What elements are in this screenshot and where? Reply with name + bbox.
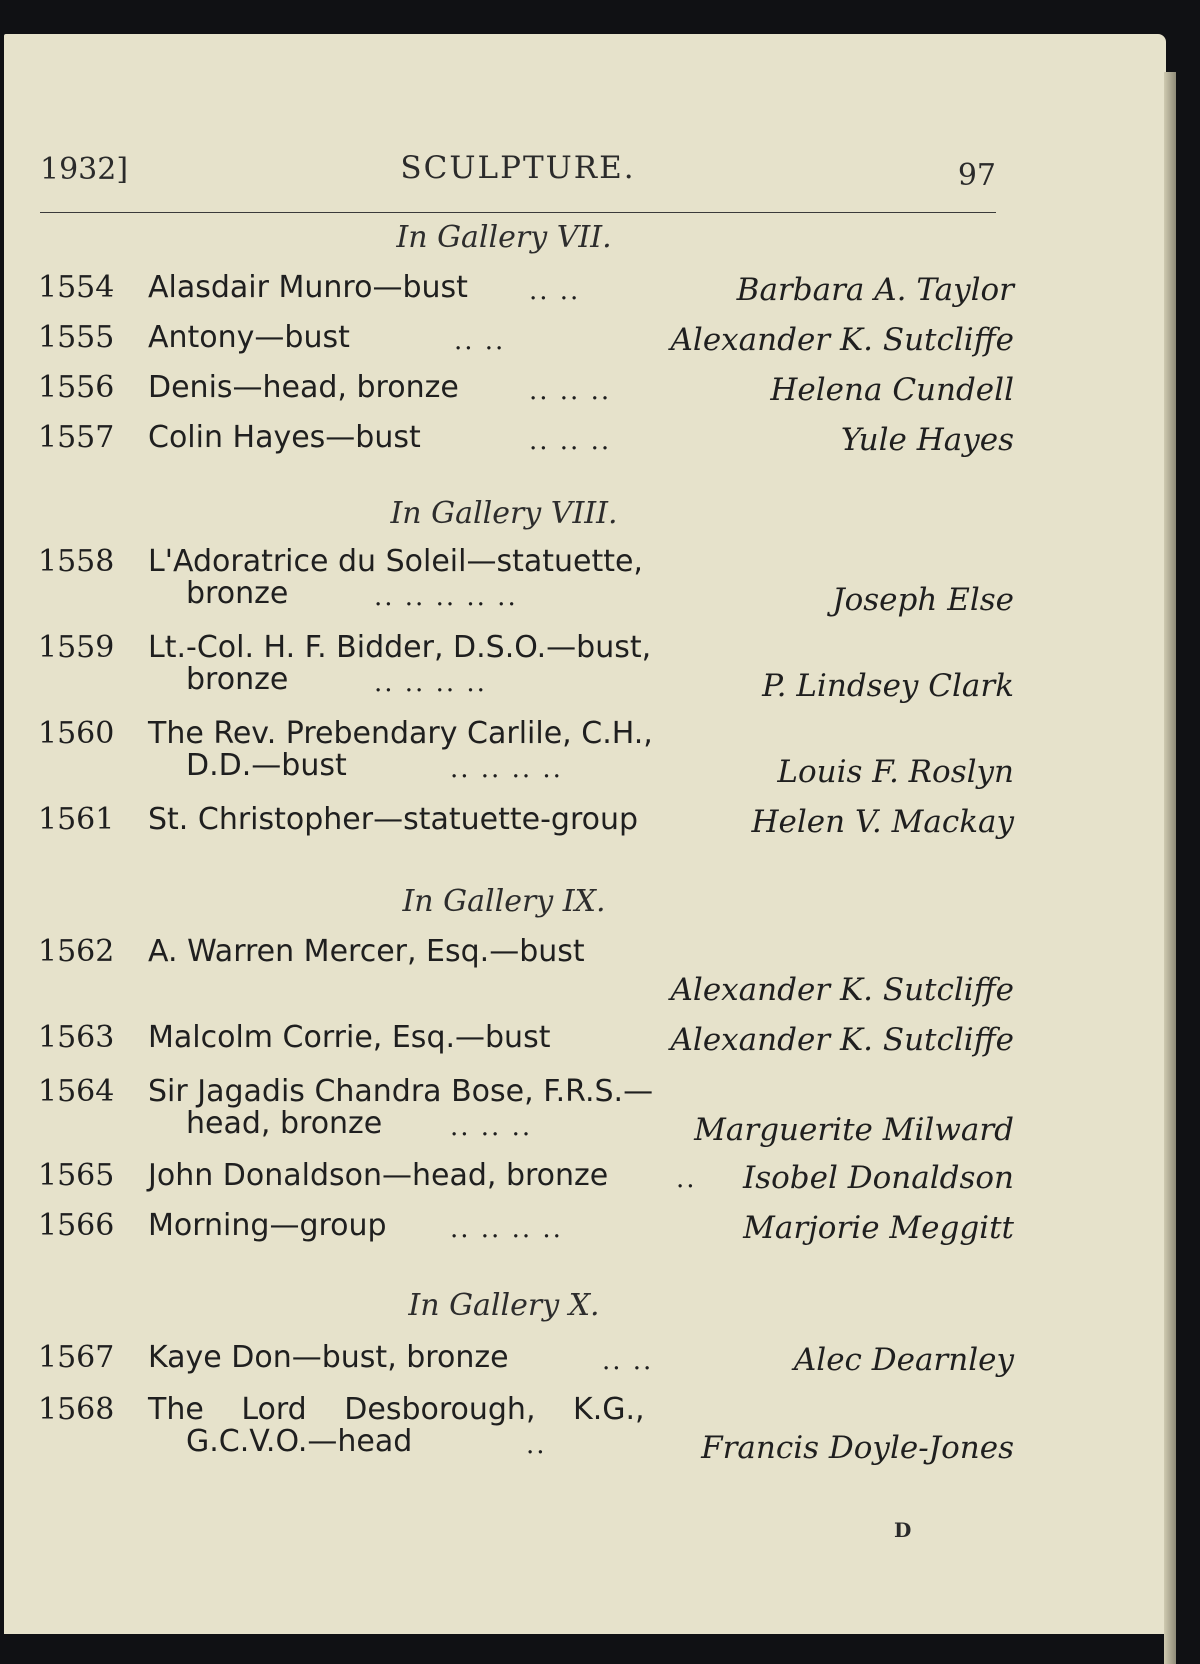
book-page xyxy=(4,34,1166,1634)
catalogue-entry xyxy=(4,716,1014,796)
entry-artist: Barbara A. Taylor xyxy=(736,272,1014,308)
entry-number: 1565 xyxy=(38,1158,115,1193)
running-header xyxy=(40,130,996,213)
entry-title: Antony—bust xyxy=(148,320,350,355)
dot-leader: .. .. .. xyxy=(529,426,612,456)
dot-leader: .. .. .. .. xyxy=(374,668,487,698)
entry-artist: Alexander K. Sutcliffe xyxy=(670,1022,1014,1058)
page-number: 97 xyxy=(957,158,996,193)
entry-number: 1556 xyxy=(38,370,115,405)
catalogue-entry xyxy=(4,544,1014,624)
gallery-heading: In Gallery IX. xyxy=(402,884,606,919)
entry-number: 1555 xyxy=(38,320,115,355)
entry-title: Morning—group xyxy=(148,1208,387,1243)
entry-number: 1554 xyxy=(38,270,115,305)
gallery-heading: In Gallery VII. xyxy=(396,220,612,255)
entry-artist: Helena Cundell xyxy=(770,372,1014,408)
dot-leader: .. .. xyxy=(529,276,581,306)
entry-artist: P. Lindsey Clark xyxy=(762,668,1014,704)
entry-title: A. Warren Mercer, Esq.—bust xyxy=(148,934,585,969)
entry-number: 1564 xyxy=(38,1074,115,1109)
gallery-heading: In Gallery X. xyxy=(408,1288,600,1323)
entry-title: The Lord Desborough, K.G., xyxy=(148,1392,645,1427)
entry-title-cont: bronze xyxy=(186,662,289,697)
entry-number: 1559 xyxy=(38,630,115,665)
entry-artist: Marguerite Milward xyxy=(694,1112,1014,1148)
entry-title: Denis—head, bronze xyxy=(148,370,459,405)
dot-leader: .. .. .. .. xyxy=(450,754,563,784)
entry-number: 1561 xyxy=(38,802,115,837)
catalogue-entry xyxy=(4,630,1014,710)
entry-number: 1557 xyxy=(38,420,115,455)
catalogue-entry xyxy=(4,1392,1014,1472)
entry-title-cont: G.C.V.O.—head xyxy=(186,1424,413,1459)
catalogue-entry xyxy=(4,934,1014,1014)
entry-artist: Louis F. Roslyn xyxy=(777,754,1014,790)
entry-artist: Alexander K. Sutcliffe xyxy=(670,322,1014,358)
entry-title-cont: D.D.—bust xyxy=(186,748,347,783)
entry-artist: Alec Dearnley xyxy=(793,1342,1014,1378)
entry-title: Sir Jagadis Chandra Bose, F.R.S.— xyxy=(148,1074,654,1109)
entry-artist: Alexander K. Sutcliffe xyxy=(670,972,1014,1008)
entry-number: 1558 xyxy=(38,544,115,579)
entry-title: Lt.-Col. H. F. Bidder, D.S.O.—bust, xyxy=(148,630,652,665)
entry-artist: Francis Doyle-Jones xyxy=(701,1430,1014,1466)
dot-leader: .. xyxy=(676,1164,697,1194)
signature-mark: D xyxy=(894,1518,912,1542)
entry-title: Alasdair Munro—bust xyxy=(148,270,468,305)
entry-artist: Isobel Donaldson xyxy=(742,1160,1014,1196)
catalogue-entry xyxy=(4,1208,1014,1288)
entry-artist: Marjorie Meggitt xyxy=(743,1210,1014,1246)
entry-artist: Joseph Else xyxy=(832,582,1014,618)
catalogue-entry xyxy=(4,1074,1014,1154)
dot-leader: .. .. xyxy=(454,326,506,356)
entry-number: 1567 xyxy=(38,1340,115,1375)
dot-leader: .. .. .. .. .. xyxy=(374,582,518,612)
dot-leader: .. .. xyxy=(602,1346,654,1376)
entry-artist: Yule Hayes xyxy=(840,422,1014,458)
entry-title: Colin Hayes—bust xyxy=(148,420,421,455)
catalogue-entry xyxy=(4,420,1014,500)
entry-number: 1568 xyxy=(38,1392,115,1427)
entry-number: 1562 xyxy=(38,934,115,969)
entry-title-cont: bronze xyxy=(186,576,289,611)
entry-title-cont: head, bronze xyxy=(186,1106,383,1141)
gallery-heading: In Gallery VIII. xyxy=(390,496,618,531)
dot-leader: .. xyxy=(526,1430,547,1460)
catalogue-entry xyxy=(4,802,1014,882)
entry-number: 1563 xyxy=(38,1020,115,1055)
entry-title: L'Adoratrice du Soleil—statuette, xyxy=(148,544,643,579)
entry-title: Kaye Don—bust, bronze xyxy=(148,1340,509,1375)
entry-number: 1566 xyxy=(38,1208,115,1243)
dot-leader: .. .. .. xyxy=(529,376,612,406)
dot-leader: .. .. .. xyxy=(450,1112,533,1142)
entry-title: Malcolm Corrie, Esq.—bust xyxy=(148,1020,551,1055)
entry-title: St. Christopher—statuette-group xyxy=(148,802,639,837)
entry-number: 1560 xyxy=(38,716,115,751)
dot-leader: .. .. .. .. xyxy=(450,1214,563,1244)
header-year: 1932] xyxy=(40,152,129,187)
entry-title: John Donaldson—head, bronze xyxy=(148,1158,609,1193)
entry-artist: Helen V. Mackay xyxy=(751,804,1014,840)
entry-title: The Rev. Prebendary Carlile, C.H., xyxy=(148,716,653,751)
page-edge xyxy=(1164,72,1176,1664)
page-title: SCULPTURE. xyxy=(400,150,636,186)
